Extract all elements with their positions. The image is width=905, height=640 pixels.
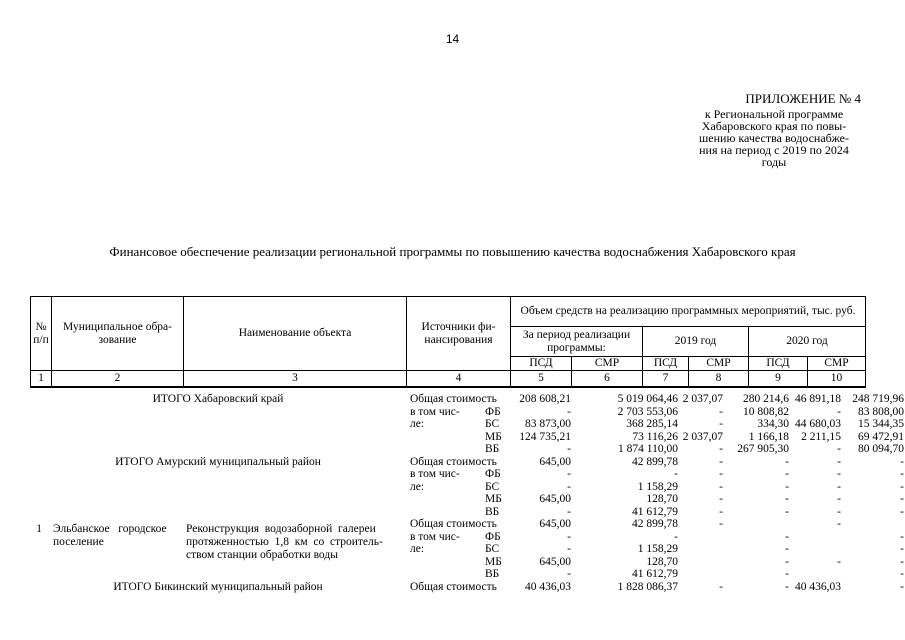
- header-smr: СМР: [572, 357, 643, 371]
- row-value: 2 211,15: [801, 430, 841, 443]
- row-source: ле:: [410, 418, 425, 430]
- row-value: -: [567, 568, 571, 580]
- row-value: -: [837, 455, 841, 468]
- appendix-line: ния на период с 2019 по 2024: [699, 143, 849, 157]
- header-psd: ПСД: [749, 357, 808, 371]
- table-row: [30, 493, 904, 506]
- row-value: -: [785, 530, 789, 543]
- row-source: в том чис-: [410, 530, 460, 543]
- table-row: [30, 443, 904, 456]
- row-value: 42 899,78: [632, 518, 678, 530]
- table-row: [30, 405, 904, 419]
- appendix-line: шению качества водоснабже-: [699, 131, 849, 145]
- row-value: -: [785, 543, 789, 555]
- row-value: -: [567, 530, 571, 543]
- item-municipality-line: Эльбанское городское: [53, 523, 167, 535]
- row-value: 46 891,18: [795, 393, 841, 405]
- row-value: -: [837, 468, 841, 480]
- table-row: [30, 580, 904, 594]
- row-value: 80 094,70: [858, 443, 904, 455]
- row-value: -: [837, 443, 841, 455]
- row-value: 10 808,82: [743, 405, 789, 418]
- row-value: 1 874 110,00: [618, 443, 678, 455]
- col-number: 7: [643, 371, 689, 387]
- appendix-title: ПРИЛОЖЕНИЕ № 4: [745, 91, 861, 106]
- row-value: 645,00: [539, 455, 571, 468]
- table-row: [30, 455, 904, 469]
- row-value: 334,30: [757, 418, 789, 430]
- row-value: 1 166,18: [748, 430, 789, 443]
- row-value: -: [567, 468, 571, 480]
- row-value: -: [719, 580, 723, 593]
- row-value: 280 214,6: [743, 393, 789, 405]
- row-subsource: ВБ: [485, 505, 500, 518]
- table-row: [30, 505, 904, 519]
- header-municipality: Муниципальное обра-зование: [52, 297, 184, 371]
- row-value: -: [900, 543, 904, 555]
- row-value: -: [719, 493, 723, 505]
- col-number: 1: [31, 371, 52, 387]
- table-row: [30, 568, 904, 581]
- row-source: в том чис-: [410, 468, 460, 480]
- row-value: -: [719, 443, 723, 455]
- row-value: -: [719, 455, 723, 468]
- row-value: -: [719, 418, 723, 430]
- appendix-line: Хабаровского края по повы-: [701, 119, 847, 133]
- row-value: -: [837, 555, 841, 568]
- row-label: ИТОГО Амурский муниципальный район: [115, 455, 321, 468]
- col-number: 4: [407, 371, 511, 387]
- row-subsource: БС: [485, 480, 500, 493]
- row-value: 2 037,07: [682, 430, 723, 443]
- table-row: [30, 418, 904, 431]
- table-row: [30, 430, 904, 444]
- item-object: [186, 523, 408, 562]
- row-value: -: [837, 518, 841, 530]
- row-value: -: [719, 518, 723, 530]
- row-source: ле:: [410, 480, 425, 493]
- appendix-line: годы: [761, 155, 787, 169]
- row-value: -: [837, 493, 841, 505]
- row-subsource: БС: [485, 418, 500, 430]
- row-value: -: [900, 455, 904, 468]
- row-value: -: [900, 505, 904, 518]
- col-number: 10: [808, 371, 866, 387]
- header-period: За период реализации программы:: [511, 327, 643, 357]
- row-label: ИТОГО Бикинский муниципальный район: [113, 580, 323, 593]
- row-value: -: [567, 443, 571, 455]
- row-value: -: [837, 480, 841, 493]
- row-source: ле:: [410, 543, 425, 555]
- row-value: 645,00: [539, 518, 571, 530]
- row-value: 1 828 086,37: [617, 580, 678, 593]
- row-value: 645,00: [539, 555, 571, 568]
- header-sources: Источники фи-нансирования: [407, 297, 511, 371]
- row-value: 368 285,14: [626, 418, 678, 430]
- col-number: 3: [184, 371, 407, 387]
- col-number: 2: [52, 371, 184, 387]
- item-object-line: Реконструкция водозаборной галереи: [186, 523, 376, 535]
- row-value: 69 472,91: [858, 430, 904, 443]
- row-source: Общая стоимость: [410, 518, 497, 530]
- row-value: -: [900, 568, 904, 580]
- row-value: 2 703 553,06: [617, 405, 678, 418]
- row-source: в том чис-: [410, 405, 460, 418]
- row-value: 645,00: [539, 493, 571, 505]
- row-value: 208 608,21: [519, 393, 571, 405]
- table-row: [30, 480, 904, 494]
- row-value: 5 019 064,46: [617, 393, 678, 405]
- row-value: -: [900, 468, 904, 480]
- item-municipality: [53, 523, 183, 549]
- row-source: Общая стоимость: [410, 393, 497, 405]
- header-volume: Объем средств на реализацию программных мероприятий, тыс. руб.: [511, 297, 866, 327]
- header-psd: ПСД: [643, 357, 689, 371]
- row-value: 15 344,35: [858, 418, 904, 430]
- row-source: Общая стоимость: [410, 580, 497, 593]
- row-value: -: [567, 505, 571, 518]
- row-value: 1 158,29: [637, 543, 678, 555]
- row-value: 128,70: [646, 555, 678, 568]
- row-value: -: [719, 468, 723, 480]
- header-2020: 2020 год: [749, 327, 866, 357]
- col-number: 6: [572, 371, 643, 387]
- col-number: 5: [511, 371, 572, 387]
- row-value: 248 719,96: [852, 393, 904, 405]
- col-number: 8: [689, 371, 749, 387]
- row-value: 40 436,03: [795, 580, 841, 593]
- item-object-line: ством станции обработки воды: [186, 549, 338, 561]
- item-object-line: протяженностью 1,8 км со строитель-: [186, 536, 383, 548]
- row-subsource: ВБ: [485, 568, 500, 580]
- row-value: -: [674, 468, 678, 480]
- row-value: -: [785, 568, 789, 580]
- row-subsource: БС: [485, 543, 500, 555]
- row-value: -: [900, 493, 904, 505]
- header-smr: СМР: [808, 357, 866, 371]
- row-subsource: ВБ: [485, 443, 500, 455]
- row-value: 73 116,26: [632, 430, 678, 443]
- document-title: Финансовое обеспечение реализации региональной программы по повышению качества водоснабжения Хабаровского края: [109, 244, 796, 259]
- row-value: 267 905,30: [737, 443, 789, 455]
- funding-table-header: [30, 296, 866, 388]
- row-subsource: МБ: [485, 493, 502, 505]
- row-value: -: [785, 555, 789, 568]
- item-number: 1: [36, 523, 42, 535]
- header-psd: ПСД: [511, 357, 572, 371]
- row-value: -: [785, 580, 789, 593]
- row-subsource: ФБ: [485, 530, 501, 543]
- row-subsource: МБ: [485, 430, 502, 443]
- row-value: -: [567, 405, 571, 418]
- row-value: -: [900, 530, 904, 543]
- row-value: -: [785, 455, 789, 468]
- row-label: ИТОГО Хабаровский край: [152, 393, 284, 405]
- row-value: -: [567, 480, 571, 493]
- item-municipality-line: поселение: [53, 536, 104, 548]
- table-row: [30, 393, 904, 406]
- row-source: Общая стоимость: [410, 455, 497, 468]
- row-value: -: [674, 530, 678, 543]
- row-value: -: [785, 480, 789, 493]
- row-value: -: [719, 505, 723, 518]
- row-value: 1 158,29: [637, 480, 678, 493]
- row-value: 83 808,00: [858, 405, 904, 418]
- table-row: [30, 468, 904, 481]
- row-value: 124 735,21: [519, 430, 571, 443]
- header-num: № п/п: [31, 297, 52, 371]
- row-value: 2 037,07: [682, 393, 723, 405]
- row-value: 41 612,79: [632, 568, 678, 580]
- row-value: 40 436,03: [525, 580, 571, 593]
- row-value: -: [785, 468, 789, 480]
- row-value: 128,70: [646, 493, 678, 505]
- page-number: 14: [445, 32, 460, 46]
- row-value: -: [837, 505, 841, 518]
- appendix-line: к Региональной программе: [704, 107, 844, 121]
- row-value: -: [900, 580, 904, 593]
- header-2019: 2019 год: [643, 327, 749, 357]
- header-smr: СМР: [689, 357, 749, 371]
- row-value: 83 873,00: [525, 418, 571, 430]
- row-value: 42 899,78: [632, 455, 678, 468]
- row-value: -: [900, 555, 904, 568]
- row-value: -: [837, 405, 841, 418]
- row-value: -: [900, 480, 904, 493]
- row-value: -: [719, 480, 723, 493]
- row-value: -: [567, 543, 571, 555]
- col-number: 9: [749, 371, 808, 387]
- row-value: 44 680,03: [795, 418, 841, 430]
- row-subsource: ФБ: [485, 405, 501, 418]
- row-value: -: [719, 405, 723, 418]
- appendix-block: [679, 92, 869, 168]
- row-subsource: ФБ: [485, 468, 501, 480]
- row-value: -: [785, 493, 789, 505]
- row-subsource: МБ: [485, 555, 502, 568]
- row-value: -: [785, 505, 789, 518]
- row-value: 41 612,79: [632, 505, 678, 518]
- header-object: Наименование объекта: [184, 297, 407, 371]
